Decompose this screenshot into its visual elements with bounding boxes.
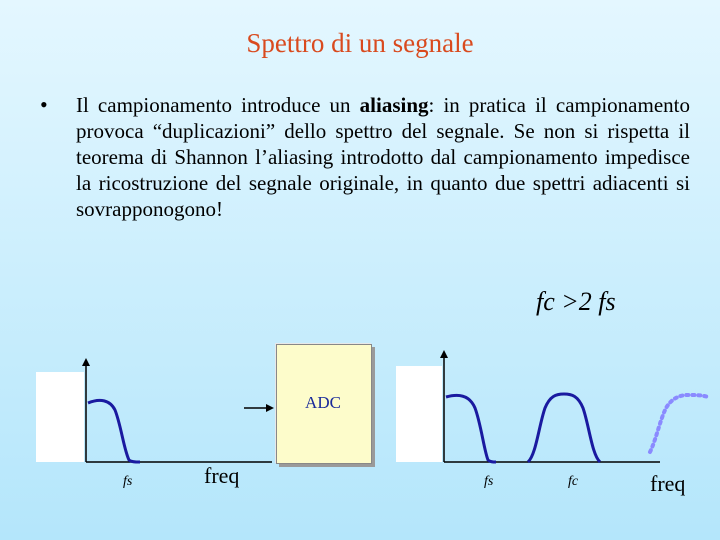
text-intro: Il campionamento introduce un — [76, 93, 360, 117]
right-fs-label: fs — [484, 474, 494, 489]
slide-title: Spettro di un segnale — [246, 28, 474, 58]
condition-formula: fc >2 fs — [536, 287, 616, 316]
right-freq-label: freq — [650, 471, 686, 496]
left-freq-label: freq — [204, 463, 240, 488]
text-rest: : in pratica il campionamento provoca “duplicazioni” dello spettro del segnale. Se non si rispetta il teorema di Shannon l’aliasing introdotto dal campionamento impedisce la ricostruzione del segnale originale, in quanto due spettri adiacenti si sovrapponogono! — [76, 93, 690, 221]
aliasing-term: aliasing — [359, 93, 429, 117]
right-next-replica-dotted — [650, 395, 708, 452]
adc-label: ADC — [305, 393, 341, 412]
left-spectrum-curve — [88, 400, 140, 462]
right-base-spectrum — [446, 395, 496, 462]
left-fs-label: fs — [123, 474, 133, 489]
right-replica-spectrum — [528, 394, 600, 462]
bullet-marker: • — [40, 92, 48, 117]
right-fc-label: fc — [568, 474, 579, 489]
